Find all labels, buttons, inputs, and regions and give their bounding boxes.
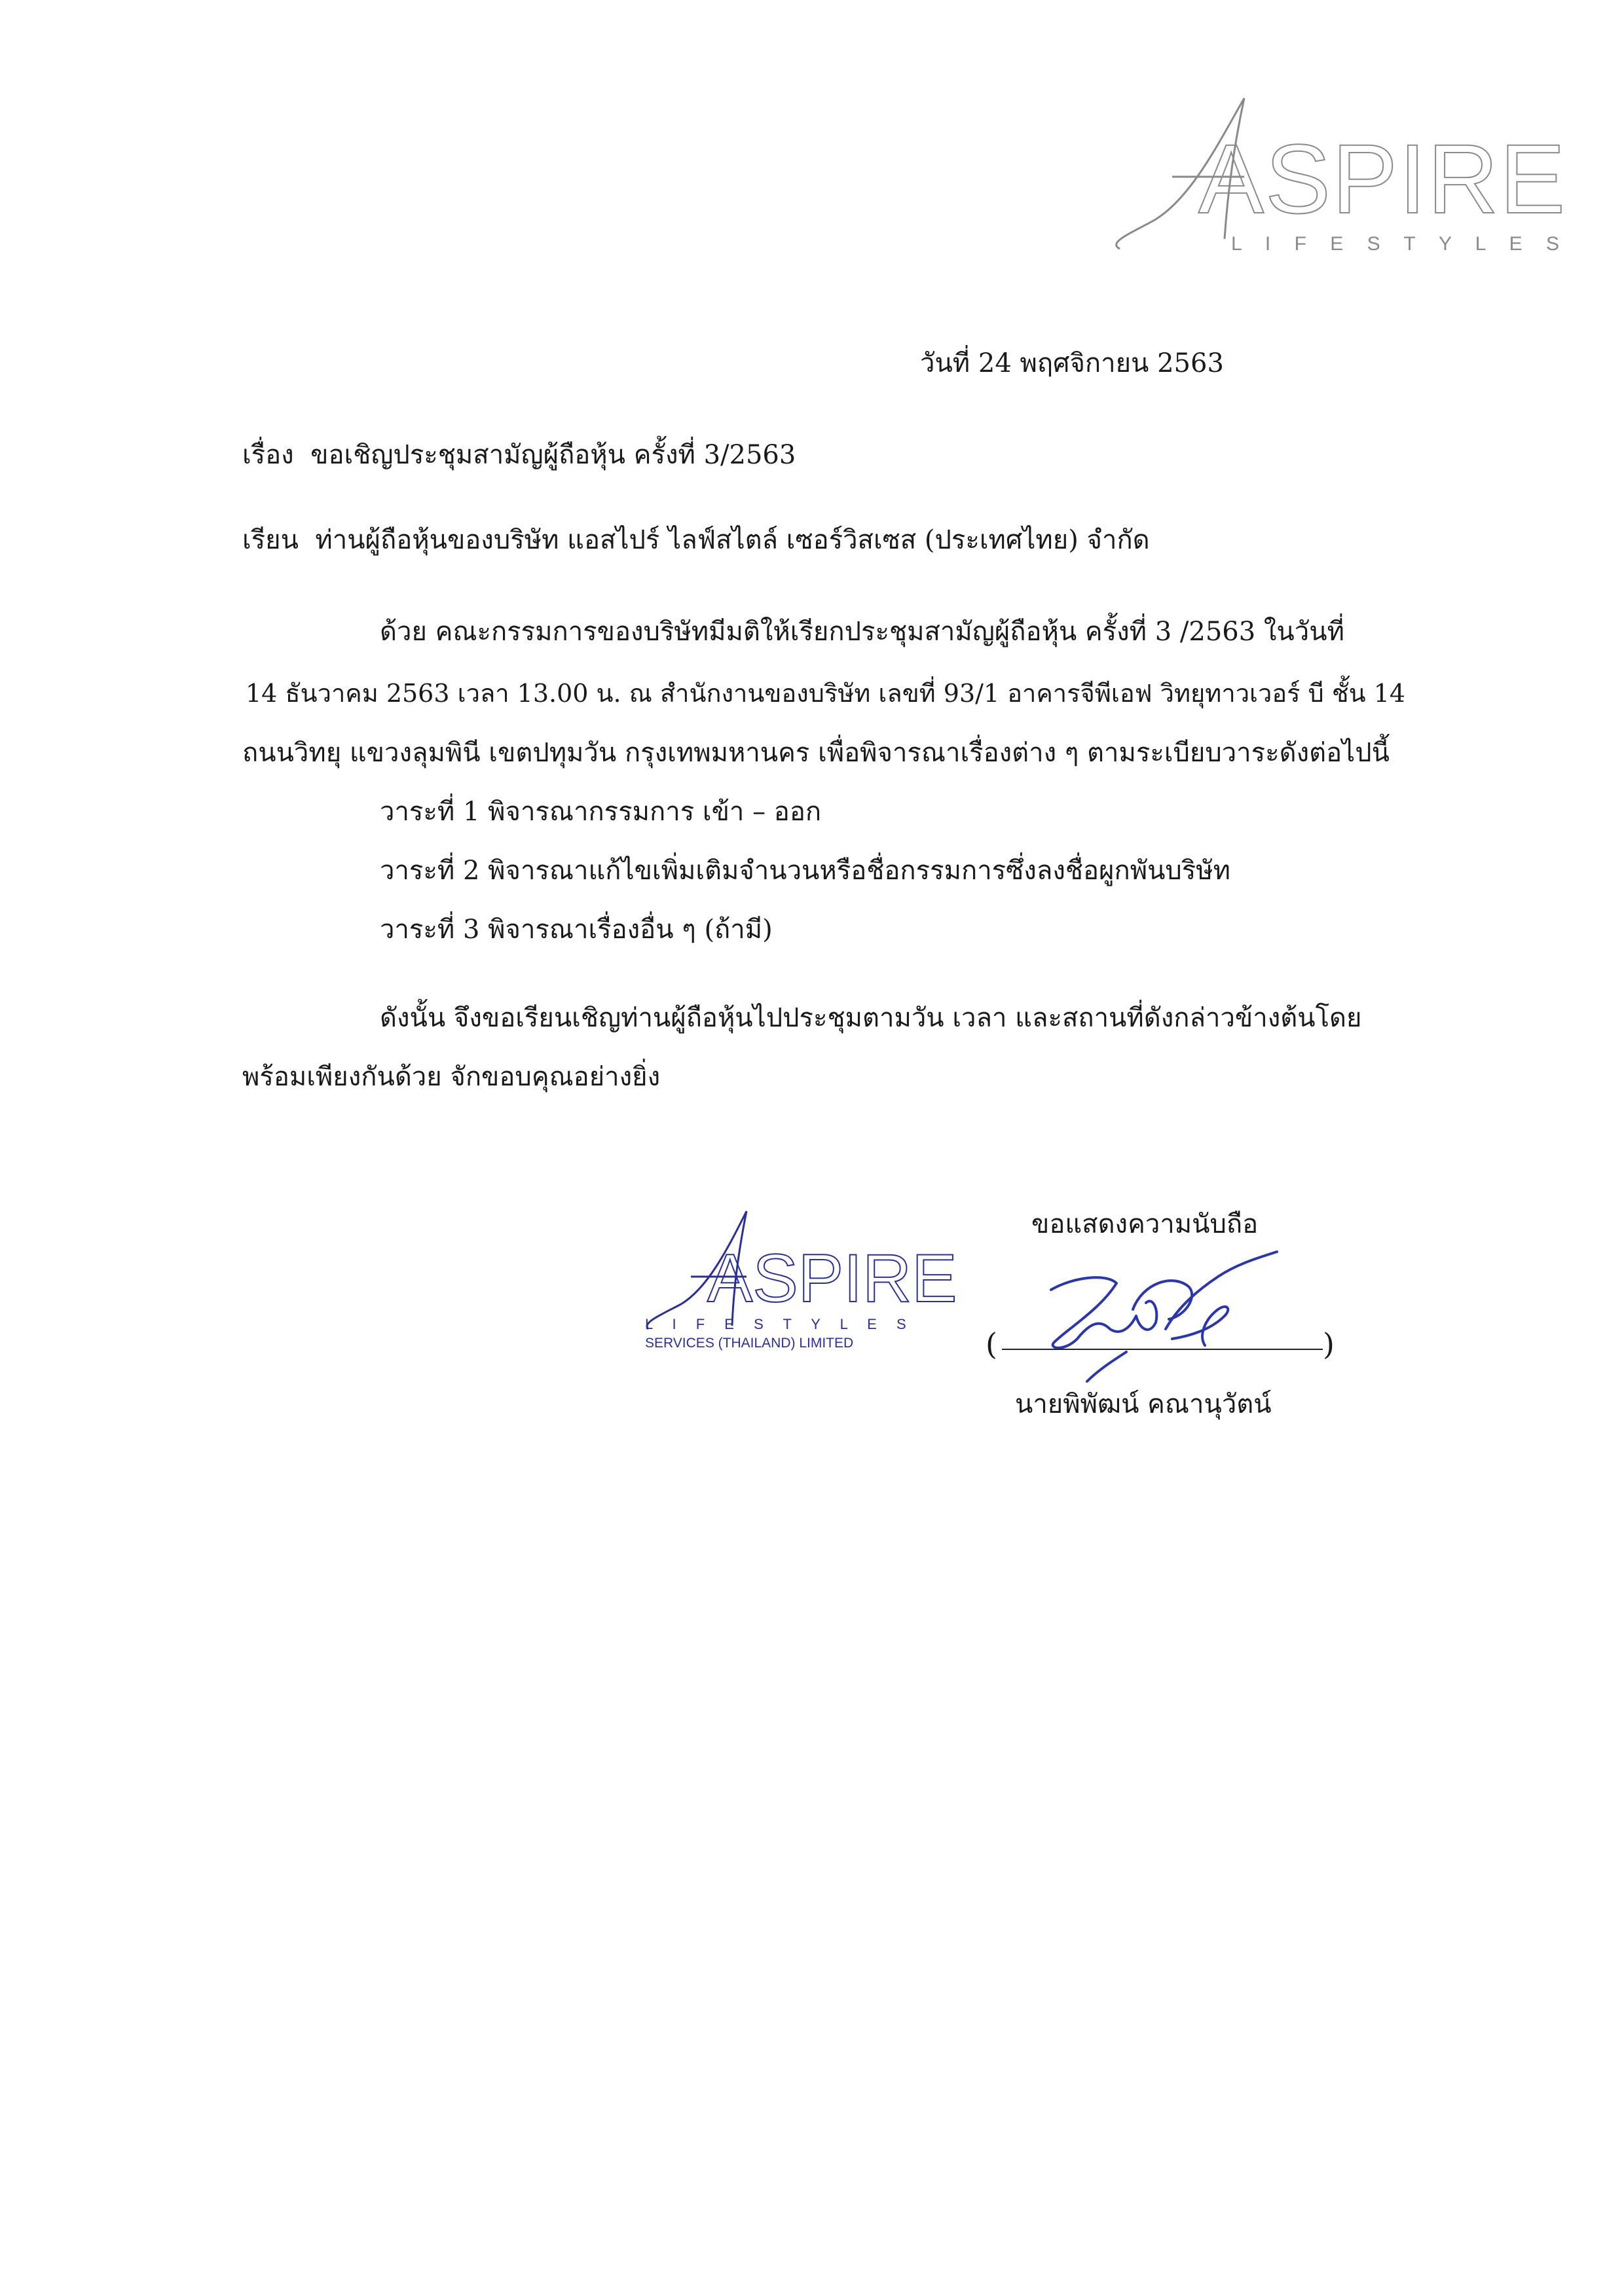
body-line-2: 14 ธันวาคม 2563 เวลา 13.00 น. ณ สำนักงานของบริษัท เลขที่ 93/1 อาคารจีพีเอฟ วิทยุทาวเวอร์ บี ชั้น 14: [246, 679, 1406, 708]
logo-subline: L I F E S T Y L E S: [1231, 233, 1569, 255]
stamp-wordmark: ASPIRE: [707, 1241, 957, 1317]
stamp-subline: L I F E S T Y L E S: [645, 1316, 914, 1332]
aspire-logo: [1094, 79, 1569, 262]
agenda-item-3: วาระที่ 3 พิจารณาเรื่องอื่น ๆ (ถ้ามี): [380, 915, 773, 945]
logo-wordmark: ASPIRE: [1198, 124, 1567, 234]
stamp-company: SERVICES (THAILAND) LIMITED: [645, 1336, 854, 1351]
signature-line: [1002, 1349, 1323, 1350]
subject-label: เรื่อง: [242, 440, 294, 470]
paren-close: ): [1323, 1326, 1335, 1362]
paren-open: (: [986, 1326, 997, 1362]
closing-line-2: พร้อมเพียงกันด้วย จักขอบคุณอย่างยิ่ง: [242, 1062, 661, 1092]
agenda-item-2: วาระที่ 2 พิจารณาแก้ไขเพิ่มเติมจำนวนหรือชื่อกรรมการซึ่งลงชื่อผูกพันบริษัท: [380, 856, 1231, 886]
agenda-item-1: วาระที่ 1 พิจารณากรรมการ เข้า – ออก: [380, 797, 822, 827]
body-line-1: ด้วย คณะกรรมการของบริษัทมีมติให้เรียกประชุมสามัญผู้ถือหุ้น ครั้งที่ 3 /2563 ในวันที่: [380, 617, 1344, 647]
subject-text: ขอเชิญประชุมสามัญผู้ถือหุ้น ครั้งที่ 3/2563: [310, 440, 796, 470]
letter-date: วันที่ 24 พฤศจิกายน 2563: [920, 348, 1224, 378]
recipient-row: [242, 527, 1150, 553]
company-stamp: [635, 1205, 957, 1355]
body-line-3: ถนนวิทยุ แขวงลุมพินี เขตปทุมวัน กรุงเทพมหานคร เพื่อพิจารณาเรื่องต่าง ๆ ตามระเบียบวาระดังต่อไปนี้: [242, 738, 1390, 768]
closing-line-1: ดังนั้น จึงขอเรียนเชิญท่านผู้ถือหุ้นไปประชุมตามวัน เวลา และสถานที่ดังกล่าวข้างต้นโดย: [380, 1003, 1362, 1033]
handwritten-signature: [1002, 1237, 1303, 1414]
signatory-name: นายพิพัฒน์ คณานุวัตน์: [1015, 1389, 1272, 1419]
subject-row: [242, 442, 796, 468]
recipient-label: เรียน: [242, 525, 299, 555]
regards-text: ขอแสดงความนับถือ: [1031, 1209, 1259, 1239]
recipient-text: ท่านผู้ถือหุ้นของบริษัท แอสไปร์ ไลฟ์สไตล์ เซอร์วิสเซส (ประเทศไทย) จำกัด: [315, 525, 1150, 555]
